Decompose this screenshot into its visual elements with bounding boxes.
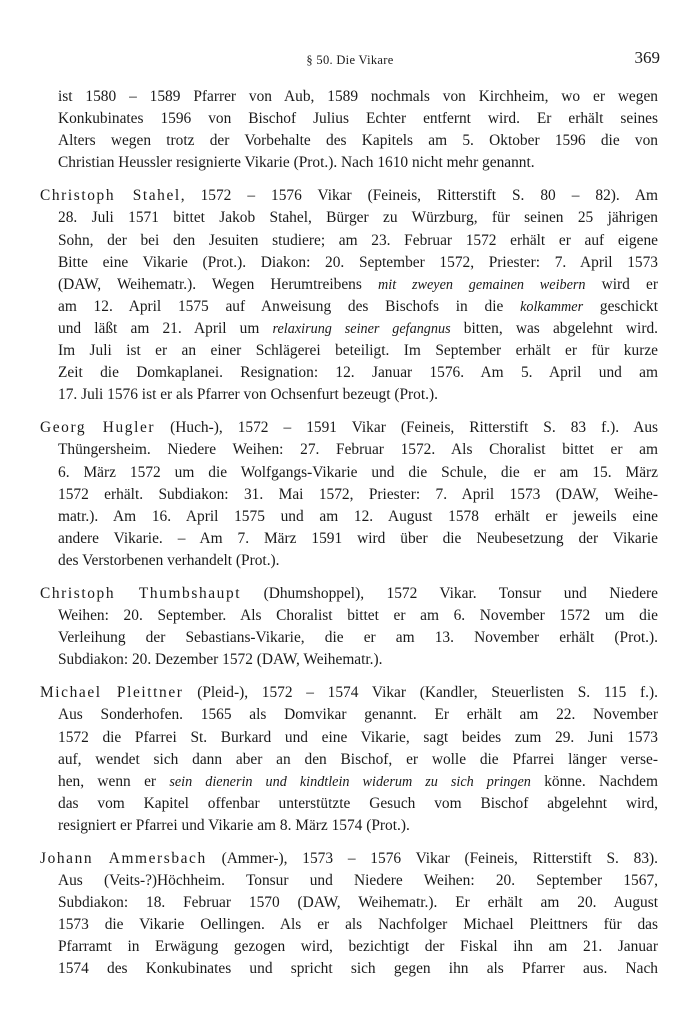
- entry-name: Christoph Thumbshaupt: [40, 584, 242, 602]
- entry-name: Georg Hugler: [40, 419, 156, 437]
- text-line: Bitte eine Vikarie (Prot.). Diakon: 20. September 1572, Priester: 7. April 1573: [58, 253, 658, 271]
- text-line: (Pleid-), 1572 – 1574 Vikar (Kandler, Steuerlisten S. 115 f.).: [183, 684, 658, 702]
- text-line: Alters wegen trotz der Vorbehalte des Kapitels am 5. Oktober 1596 die von: [58, 132, 658, 150]
- entry-georg-hugler: [40, 417, 658, 572]
- entry-name: Christoph Stahel: [40, 187, 181, 205]
- text-line: , 1572 – 1576 Vikar (Feineis, Ritterstift S. 80 – 82). Am: [180, 187, 658, 205]
- text-line: (Dhumshoppel), 1572 Vikar. Tonsur und Niedere: [241, 584, 658, 602]
- text-line: 1572 die Pfarrei St. Burkard und eine Vikarie, sagt beides zum 29. Juni 1573: [58, 728, 658, 746]
- quoted-source-text: relaxirung seiner gefangnus: [272, 320, 451, 337]
- text-line: Konkubinates 1596 von Bischof Julius Echter entfernt wird. Er erhält seines: [58, 110, 658, 128]
- entry-name: Michael Pleittner: [40, 684, 184, 702]
- text-line: 17. Juli 1576 ist er als Pfarrer von Ochsenfurt bezeugt (Prot.).: [58, 386, 438, 404]
- text-line: und läßt am 21. April um: [58, 319, 273, 337]
- entry-michael-pleittner: [40, 682, 658, 837]
- running-header: [40, 48, 660, 68]
- entry-christoph-stahel: [40, 185, 658, 406]
- text-line: matr.). Am 16. April 1575 und am 12. August 1578 erhält er jeweils eine: [58, 507, 658, 525]
- section-title: § 50. Die Vikare: [306, 53, 394, 67]
- text-line: des Verstorbenen verhandelt (Prot.).: [58, 551, 280, 569]
- text-line: das vom Kapitel offenbar unterstützte Gesuch vom Bischof abgelehnt wird,: [58, 794, 658, 812]
- text-line: andere Vikarie. – Am 7. März 1591 wird über die Neubesetzung der Vikarie: [58, 529, 658, 547]
- text-line: (Ammer-), 1573 – 1576 Vikar (Feineis, Ritterstift S. 83).: [206, 850, 658, 867]
- text-line: Aus (Veits-?)Höchheim. Tonsur und Niedere Weihen: 20. September 1567,: [58, 872, 658, 890]
- text-line: bitten, was abgelehnt wird.: [450, 319, 658, 337]
- text-line: 6. März 1572 um die Wolfgangs-Vikarie und die Schule, die er am 15. März: [58, 463, 658, 481]
- text-line: (DAW, Weihematr.). Wegen Herumtreibens: [58, 275, 379, 293]
- text-line: Zeit die Domkaplanei. Resignation: 12. Januar 1576. Am 5. April und am: [58, 364, 658, 382]
- quoted-source-text: sein dienerin und kindtlein widerum zu sich pringen: [169, 773, 531, 790]
- text-line: Pfarramt in Erwägung gezogen wird, bezichtigt der Fiskal ihn am 21. Januar: [58, 938, 658, 956]
- text-line: auf, wendet sich dann aber an den Bischof, er wolle die Pfarrei länger verse-: [58, 750, 658, 768]
- entry-christoph-thumbshaupt: [40, 583, 658, 671]
- text-line: am 12. April 1575 auf Anweisung des Bischofs in die: [58, 297, 521, 315]
- text-line: Thüngersheim. Niedere Weihen: 27. Februar 1572. Als Choralist bittet er am: [58, 441, 658, 459]
- text-line: Im Juli ist er an einer Schlägerei beteiligt. Im September erhält er für kurze: [58, 342, 658, 360]
- text-line: wird er: [585, 275, 658, 293]
- text-line: Christian Heussler resignierte Vikarie (Prot.). Nach 1610 nicht mehr genannt.: [58, 154, 535, 172]
- text-line: hen, wenn er: [58, 772, 170, 790]
- text-line: ist 1580 – 1589 Pfarrer von Aub, 1589 nochmals von Kirchheim, wo er wegen: [58, 88, 658, 105]
- text-line: 1574 des Konkubinates und spricht sich gegen ihn als Pfarrer aus. Nach: [58, 960, 658, 978]
- text-line: Weihen: 20. September. Als Choralist bittet er am 6. November 1572 um die: [58, 607, 658, 625]
- text-line: Subdiakon: 20. Dezember 1572 (DAW, Weihematr.).: [58, 651, 383, 669]
- text-line: Sohn, der bei den Jesuiten studiere; am 23. Februar 1572 erhält er auf eigene: [58, 231, 658, 249]
- text-line: Verleihung der Sebastians-Vikarie, die er am 13. November erhält (Prot.).: [58, 629, 658, 647]
- text-line: 28. Juli 1571 bittet Jakob Stahel, Bürger zu Würzburg, für seinen 25 jährigen: [58, 209, 658, 227]
- text-line: geschickt: [583, 297, 658, 315]
- entry-continuation: [40, 86, 658, 174]
- entry-johann-ammersbach: [40, 848, 658, 981]
- quoted-source-text: kolkammer: [520, 298, 584, 315]
- text-line: könne. Nachdem: [530, 772, 658, 790]
- text-line: Subdiakon: 18. Februar 1570 (DAW, Weihematr.). Er erhält am 20. August: [58, 894, 658, 912]
- text-line: 1573 die Vikarie Oellingen. Als er als Nachfolger Michael Pleittners für das: [58, 916, 658, 934]
- text-line: resigniert er Pfarrei und Vikarie am 8. März 1574 (Prot.).: [58, 816, 410, 834]
- text-line: (Huch-), 1572 – 1591 Vikar (Feineis, Ritterstift S. 83 f.). Aus: [155, 419, 659, 437]
- quoted-source-text: mit zweyen gemainen weibern: [378, 276, 586, 293]
- entry-name: Johann Ammersbach: [40, 850, 207, 867]
- text-line: Aus Sonderhofen. 1565 als Domvikar genannt. Er erhält am 22. November: [58, 706, 658, 724]
- text-body: [40, 86, 658, 981]
- page-number: 369: [634, 48, 660, 67]
- text-line: 1572 erhält. Subdiakon: 31. Mai 1572, Priester: 7. April 1573 (DAW, Weihe-: [58, 485, 658, 503]
